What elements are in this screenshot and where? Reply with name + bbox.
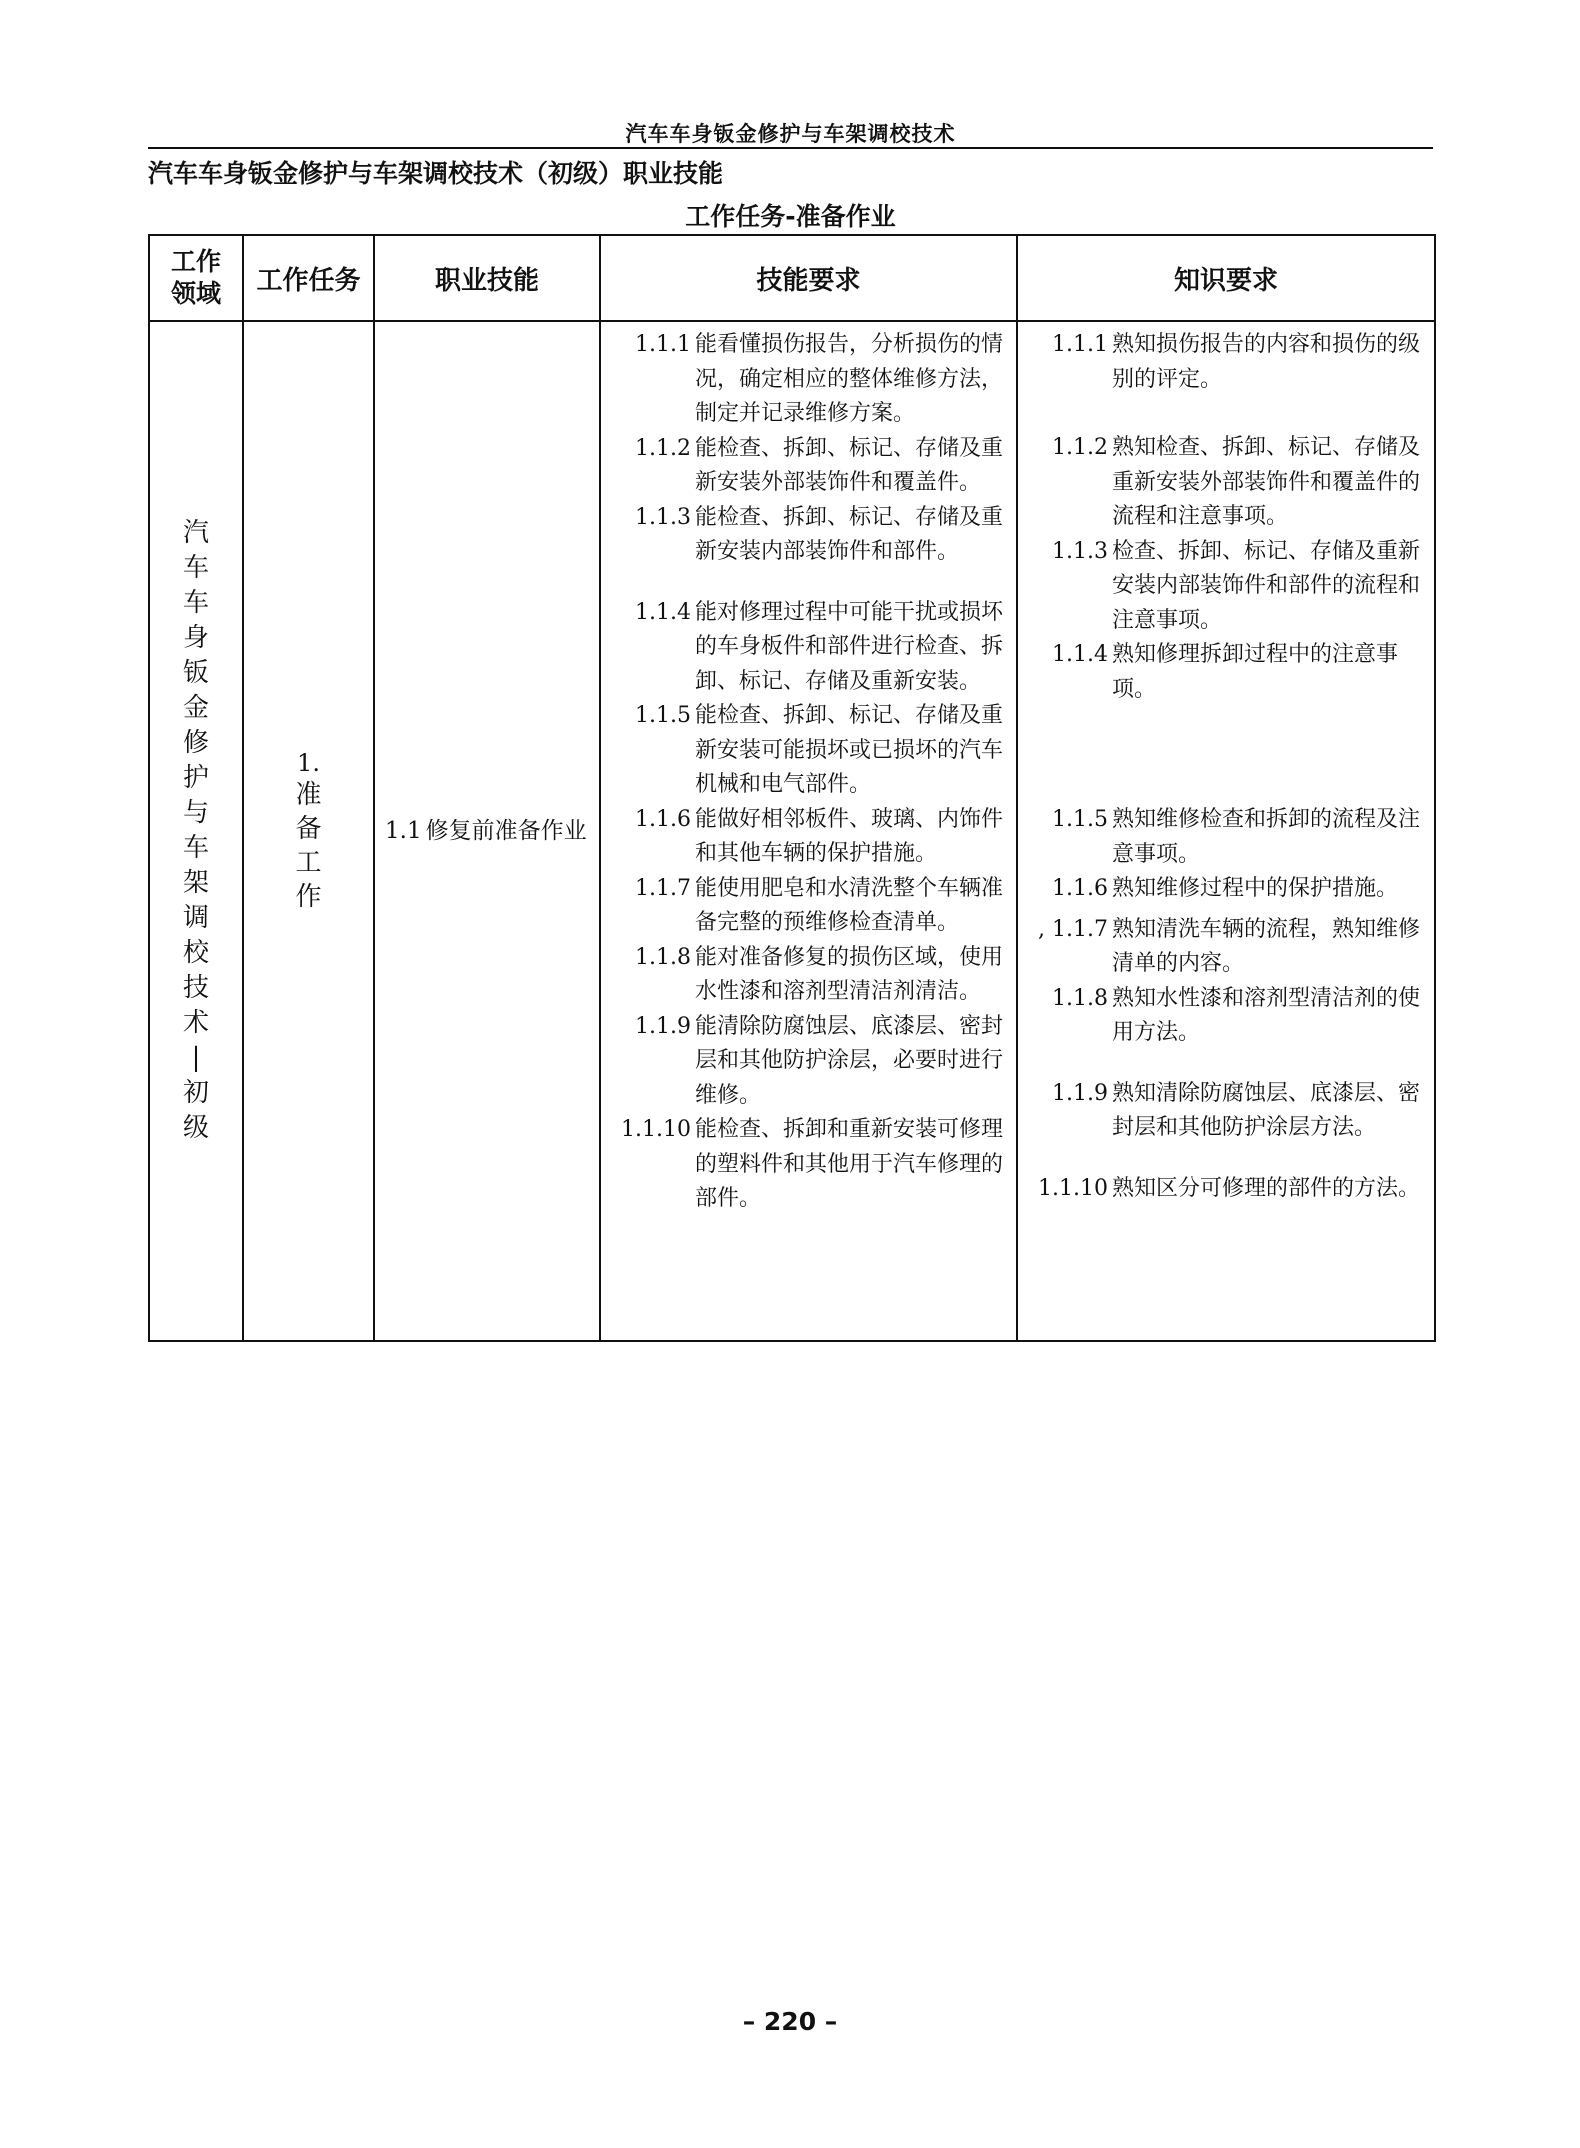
domain-char: 调 xyxy=(182,903,209,933)
domain-char: | xyxy=(191,1043,201,1073)
knowledge-requirements-list xyxy=(1018,322,1434,1210)
domain-char: 校 xyxy=(182,938,209,968)
skill-requirement-number: 1.1.4 xyxy=(635,599,691,625)
knowledge-requirement-text: 熟知修理拆卸过程中的注意事项。 xyxy=(1112,642,1399,702)
knowledge-requirement-text: 熟知清除防腐蚀层、底漆层、密封层和其他防护涂层方法。 xyxy=(1112,1080,1421,1140)
skill-requirement-text: 能检查、拆卸、标记、存储及重新安装外部装饰件和覆盖件。 xyxy=(695,435,1004,495)
skill-text: 修复前准备作业 xyxy=(425,818,587,844)
knowledge-requirement-text: 熟知维修过程中的保护措施。 xyxy=(1112,876,1399,901)
skill-requirement-text: 能对准备修复的损伤区域，使用水性漆和溶剂型清洁剂清洁。 xyxy=(695,944,1004,1004)
skill-requirement xyxy=(609,501,1006,570)
knowledge-requirement-text: 熟知检查、拆卸、标记、存储及重新安装外部装饰件和覆盖件的流程和注意事项。 xyxy=(1112,435,1421,529)
header-skill-requirements: 技能要求 xyxy=(600,235,1017,321)
knowledge-requirement-text: 熟知水性漆和溶剂型清洁剂的使用方法。 xyxy=(1112,985,1421,1045)
knowledge-requirement-number: 1.1.10 xyxy=(1038,1175,1108,1201)
knowledge-requirement xyxy=(1026,431,1424,535)
knowledge-requirement xyxy=(1026,638,1424,707)
skill-requirement-number: 1.1.7 xyxy=(635,875,691,901)
table-row xyxy=(149,321,1435,1341)
knowledge-requirement xyxy=(1026,535,1424,639)
domain-char: 修 xyxy=(182,728,209,758)
skill-requirement-number: 1.1.2 xyxy=(635,435,691,461)
task-cell xyxy=(243,321,374,1341)
skills-table xyxy=(148,234,1436,1342)
domain-vertical-text xyxy=(150,516,242,1146)
table-subtitle: 工作任务-准备作业 xyxy=(685,202,896,231)
skills-table-container xyxy=(148,234,1434,1342)
knowledge-requirement xyxy=(1026,872,1424,907)
domain-char: 钣 xyxy=(182,658,209,688)
domain-char: 与 xyxy=(182,798,209,828)
page-number: – 220 – xyxy=(742,2007,838,2036)
domain-cell xyxy=(149,321,243,1341)
skill-requirement-number: 1.1.6 xyxy=(635,806,691,832)
knowledge-requirement-number: 1.1.6 xyxy=(1052,876,1108,901)
header-domain-line1: 工作 xyxy=(170,247,221,276)
header-skill: 职业技能 xyxy=(374,235,600,321)
skill-number: 1.1 xyxy=(385,818,422,844)
task-number: 1. xyxy=(297,749,320,777)
skill-requirement-text: 能检查、拆卸、标记、存储及重新安装可能损坏或已损坏的汽车机械和电气部件。 xyxy=(695,703,1004,797)
skill-requirement xyxy=(609,1010,1006,1114)
domain-char: 汽 xyxy=(182,518,209,548)
skill-requirement xyxy=(609,872,1006,941)
knowledge-requirement-number: 1.1.2 xyxy=(1052,435,1108,460)
domain-char: 金 xyxy=(182,693,209,723)
knowledge-requirement-number: 1.1.5 xyxy=(1052,807,1108,832)
skill-requirement xyxy=(609,1113,1006,1217)
task-char: 准 xyxy=(295,780,322,810)
knowledge-requirement-text: 熟知损伤报告的内容和损伤的级别的评定。 xyxy=(1112,332,1421,392)
skill-requirement-text: 能检查、拆卸和重新安装可修理的塑料件和其他用于汽车修理的部件。 xyxy=(695,1117,1004,1211)
skill-requirement xyxy=(609,596,1006,700)
header-domain-line2: 领域 xyxy=(170,279,221,308)
skill-requirement-text: 能清除防腐蚀层、底漆层、密封层和其他防护涂层，必要时进行维修。 xyxy=(695,1013,1004,1108)
skill-requirement xyxy=(609,328,1006,432)
skill-requirement-number: 1.1.5 xyxy=(635,703,691,728)
skill-requirement xyxy=(609,699,1006,803)
domain-char: 技 xyxy=(182,973,209,1003)
knowledge-requirement-text: 熟知维修检查和拆卸的流程及注意事项。 xyxy=(1112,807,1421,867)
skill-requirements-list xyxy=(601,322,1016,1221)
knowledge-requirement xyxy=(1026,982,1424,1051)
domain-char: 车 xyxy=(182,833,209,863)
skill-requirement-text: 能检查、拆卸、标记、存储及重新安装内部装饰件和部件。 xyxy=(695,504,1004,564)
skill-requirement-text: 能做好相邻板件、玻璃、内饰件和其他车辆的保护措施。 xyxy=(695,806,1004,866)
domain-char: 身 xyxy=(182,623,209,653)
knowledge-requirement-number: 1.1.8 xyxy=(1052,985,1108,1011)
knowledge-requirement-number: 1.1.1 xyxy=(1052,332,1108,357)
running-header: 汽车车身钣金修护与车架调校技术 xyxy=(625,122,956,146)
header-rule xyxy=(148,147,1433,149)
header-domain xyxy=(149,235,243,321)
header-knowledge-requirements: 知识要求 xyxy=(1017,235,1435,321)
document-title: 汽车车身钣金修护与车架调校技术（初级）职业技能 xyxy=(148,159,724,188)
domain-char: 车 xyxy=(182,553,209,583)
task-char: 备 xyxy=(295,814,322,844)
table-header-row xyxy=(149,235,1435,321)
skill-requirement xyxy=(609,941,1006,1010)
skill-item xyxy=(385,814,589,848)
skill-cell xyxy=(374,321,600,1341)
skill-requirement-number: 1.1.9 xyxy=(635,1013,691,1039)
domain-char: 初 xyxy=(182,1078,209,1108)
knowledge-requirement-number: 1.1.4 xyxy=(1052,642,1108,667)
knowledge-requirement-text: 检查、拆卸、标记、存储及重新安装内部装饰件和部件的流程和注意事项。 xyxy=(1112,538,1421,633)
knowledge-requirement xyxy=(1026,1077,1424,1146)
skill-requirement-number: 1.1.1 xyxy=(635,332,691,357)
knowledge-requirement-number: 1.1.3 xyxy=(1052,538,1108,564)
skill-requirement-text: 能看懂损伤报告，分析损伤的情况，确定相应的整体维修方法，制定并记录维修方案。 xyxy=(695,332,1004,426)
knowledge-requirement xyxy=(1026,803,1424,872)
skill-requirement-text: 能使用肥皂和水清洗整个车辆准备完整的预维修检查清单。 xyxy=(695,875,1004,935)
task-char: 工 xyxy=(295,848,322,878)
knowledge-requirement-number: , 1.1.7 xyxy=(1038,916,1108,942)
skill-requirement-text: 能对修理过程中可能干扰或损坏的车身板件和部件进行检查、拆卸、标记、存储及重新安装。 xyxy=(695,599,1004,694)
skill-requirement-number: 1.1.10 xyxy=(621,1117,691,1142)
domain-char: 架 xyxy=(182,868,209,898)
knowledge-requirement xyxy=(1026,913,1424,982)
knowledge-requirement-number: 1.1.9 xyxy=(1052,1080,1108,1106)
knowledge-requirement-text: 熟知区分可修理的部件的方法。 xyxy=(1112,1175,1421,1201)
knowledge-requirement-text: 熟知清洗车辆的流程，熟知维修清单的内容。 xyxy=(1112,916,1421,976)
skill-requirement xyxy=(609,803,1006,872)
domain-char: 车 xyxy=(182,588,209,618)
domain-char: 术 xyxy=(182,1008,209,1038)
task-vertical-text xyxy=(244,778,373,914)
knowledge-requirement xyxy=(1026,328,1424,397)
knowledge-requirements-cell xyxy=(1017,321,1435,1341)
skill-requirement xyxy=(609,432,1006,501)
skill-requirement-number: 1.1.3 xyxy=(635,504,691,530)
task-char: 作 xyxy=(295,882,322,912)
skill-requirement-number: 1.1.8 xyxy=(635,944,691,970)
domain-char: 级 xyxy=(182,1113,209,1143)
header-task: 工作任务 xyxy=(243,235,374,321)
knowledge-requirement xyxy=(1026,1172,1424,1207)
domain-char: 护 xyxy=(182,763,209,793)
skill-requirements-cell xyxy=(600,321,1017,1341)
